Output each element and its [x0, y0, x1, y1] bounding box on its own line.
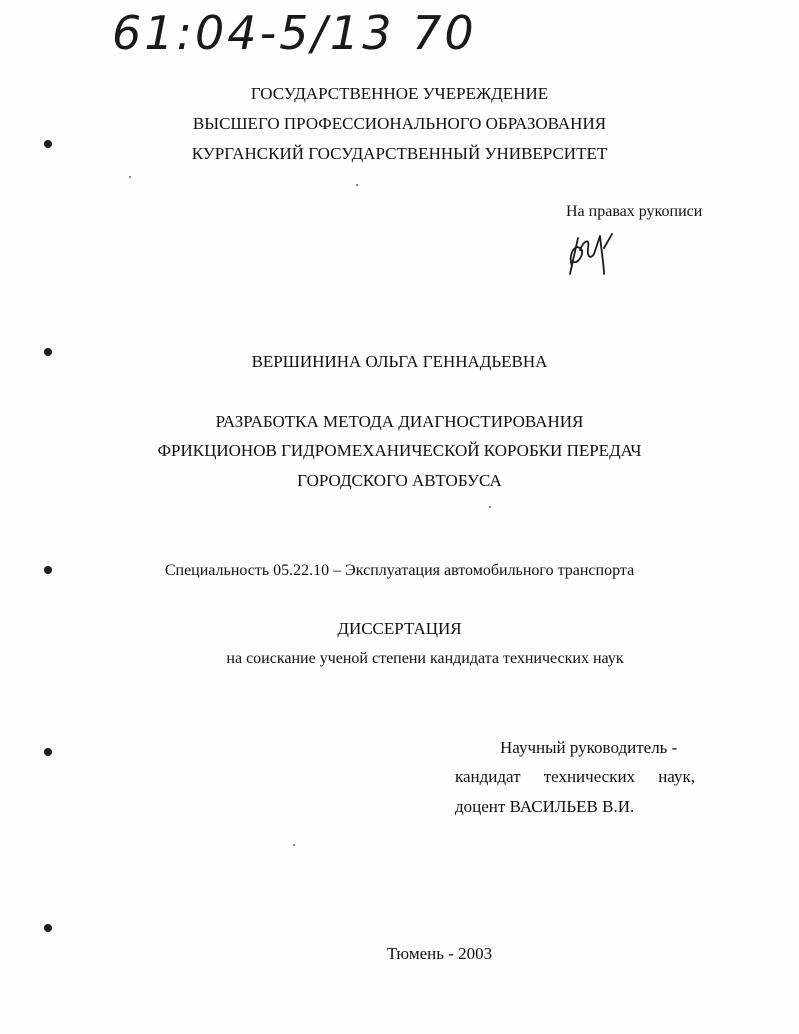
specialty-line: Специальность 05.22.10 – Эксплуатация автомобильного транспорта: [164, 562, 635, 579]
work-type-heading: ДИССЕРТАЦИЯ: [337, 619, 462, 638]
binding-hole-1: [44, 140, 52, 148]
binding-hole-2: [44, 348, 52, 356]
supervisor-word-2: технических: [543, 767, 636, 786]
archive-code-handwritten: 61:04-5/13 70: [112, 6, 477, 60]
signature-icon: [560, 226, 620, 278]
supervisor-line-3: доцент ВАСИЛЬЕВ В.И.: [455, 797, 635, 816]
scan-speck: [293, 844, 295, 846]
city-year: Тюмень - 2003: [386, 944, 493, 963]
degree-line: на соискание ученой степени кандидата технических наук: [226, 650, 624, 667]
institution-line-3: КУРГАНСКИЙ ГОСУДАРСТВЕННЫЙ УНИВЕРСИТЕТ: [191, 144, 608, 163]
institution-line-2: ВЫСШЕГО ПРОФЕССИОНАЛЬНОГО ОБРАЗОВАНИЯ: [192, 114, 607, 133]
title-line-1: РАЗРАБОТКА МЕТОДА ДИАГНОСТИРОВАНИЯ: [215, 412, 584, 431]
scan-speck: [489, 506, 491, 508]
supervisor-line-1: Научный руководитель -: [500, 738, 678, 757]
manuscript-rights-note: На правах рукописи: [566, 203, 703, 220]
institution-line-1: ГОСУДАРСТВЕННОЕ УЧЕРЕЖДЕНИЕ: [250, 84, 549, 103]
binding-hole-3: [44, 566, 52, 574]
binding-hole-5: [44, 924, 52, 932]
supervisor-word-1: кандидат: [455, 767, 521, 786]
scan-speck: [356, 184, 358, 186]
title-line-3: ГОРОДСКОГО АВТОБУСА: [297, 471, 502, 490]
title-line-2: ФРИКЦИОНОВ ГИДРОМЕХАНИЧЕСКОЙ КОРОБКИ ПЕРЕДАЧ: [157, 441, 642, 460]
supervisor-line-2: [455, 767, 695, 787]
binding-hole-4: [44, 748, 52, 756]
scan-speck: [129, 176, 131, 178]
supervisor-word-3: наук,: [658, 767, 695, 786]
author-name: ВЕРШИНИНА ОЛЬГА ГЕННАДЬЕВНА: [251, 352, 548, 371]
